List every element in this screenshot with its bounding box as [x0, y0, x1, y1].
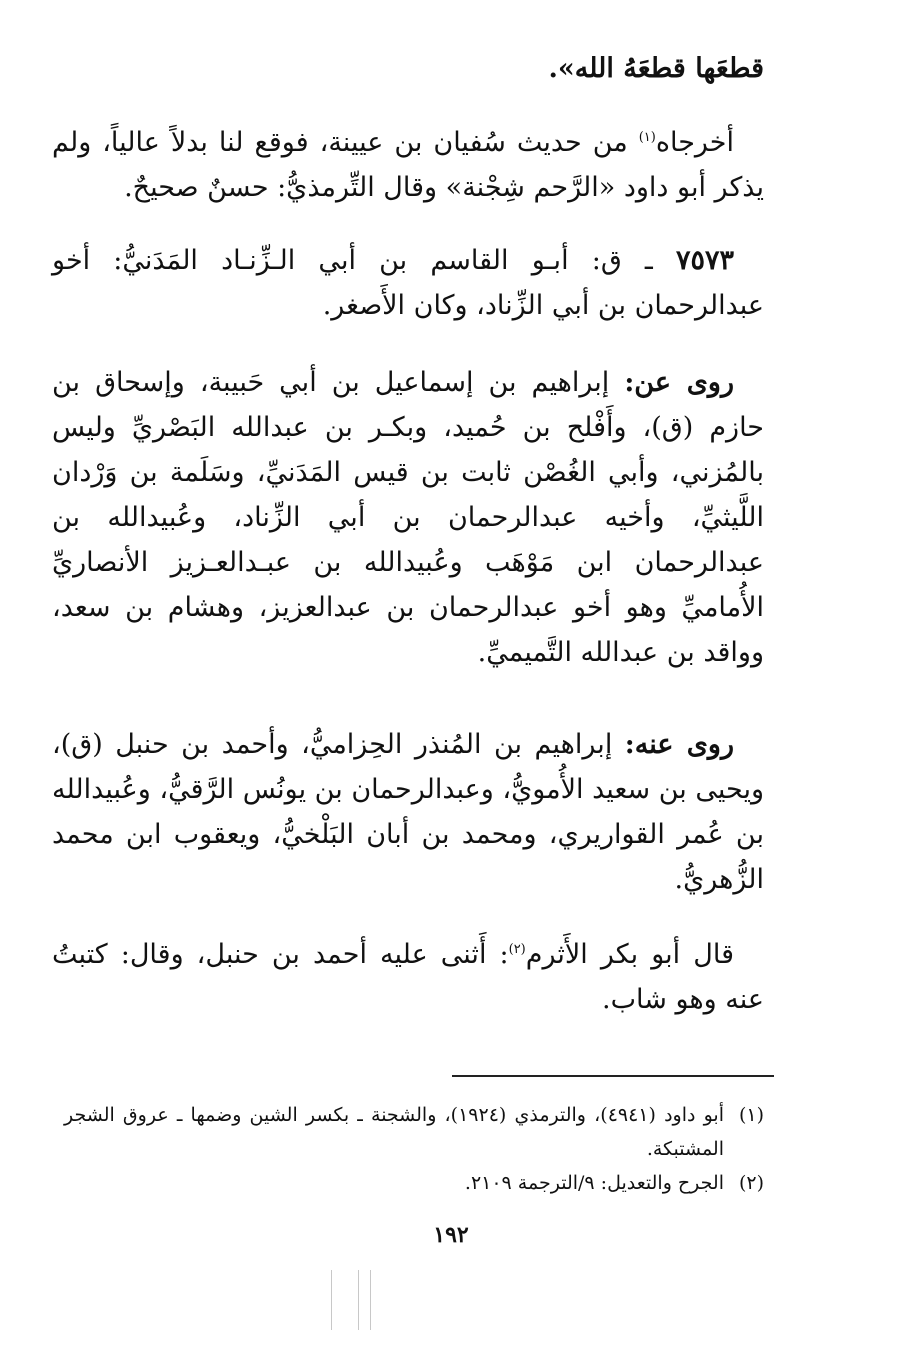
narrated-from-paragraph [52, 360, 764, 675]
quote-rest: : أَثنى عليه أحمد بن حنبل، وقال: كتبتُ عنه وهو شاب. [52, 939, 764, 1015]
paragraph1-lead: أخرجاه [655, 127, 734, 158]
quote-lead: قال أبو بكر الأَثرم [525, 939, 734, 970]
footnote-separator [452, 1075, 774, 1077]
entry-number: ٧٥٧٣ [675, 245, 734, 276]
intro-line-text: قطعَها قطعَهُ الله». [548, 53, 764, 84]
footnote-ref-1[interactable]: (١) [638, 130, 656, 145]
entry-text: ـ ق: أبـو القاسم بن أبي الـزِّنـاد المَدَنيُّ: أخو عبدالرحمان بن أبي الزِّناد، وكان الأَصغر. [52, 245, 764, 321]
narrated-by-text: إبراهيم بن المُنذر الحِزاميُّ، وأحمد بن حنبل (ق)، ويحيى بن سعيد الأُمويُّ، وعبدالرحمان بن يونُس الرَّقيُّ، وعُبيدالله بن عُمر القواريري، ومحمد بن أبان البَلْخيُّ، ويعقوب ابن محمد الزُّهريُّ. [52, 729, 764, 895]
page-number: ١٩٢ [433, 1222, 469, 1248]
footnote-2 [64, 1166, 764, 1200]
hadith-source-paragraph [52, 120, 764, 210]
paragraph1-rest: من حديث سُفيان بن عيينة، فوقع لنا بدلاً عالياً، ولم يذكر أبو داود «الرَّحم شِجْنة» وقال التِّرمذيُّ: حسنٌ صحيحٌ. [52, 127, 764, 203]
scan-artifact-line [331, 1270, 332, 1330]
footnotes [64, 1098, 764, 1200]
footnote-ref-2[interactable]: (٢) [508, 942, 526, 957]
footnote-1 [64, 1098, 764, 1166]
footnote-text: الجرح والتعديل: ٩/الترجمة ٢١٠٩. [464, 1172, 724, 1194]
footnote-number: (١) [738, 1104, 764, 1126]
intro-line [52, 46, 764, 91]
athram-quote-paragraph [52, 932, 764, 1022]
scan-artifact-line [370, 1270, 371, 1330]
narrated-by-label: روى عنه: [624, 729, 734, 760]
footnote-number: (٢) [738, 1172, 764, 1194]
scan-artifact-line [358, 1270, 359, 1330]
narrated-from-label: روى عن: [624, 367, 734, 398]
footnote-text: أبو داود (٤٩٤١)، والترمذي (١٩٢٤)، والشجنة ـ بكسر الشين وضمها ـ عروق الشجر المشتبكة. [64, 1104, 724, 1160]
biography-entry-heading [52, 238, 764, 328]
narrated-from-text: إبراهيم بن إسماعيل بن أبي حَبيبة، وإسحاق بن حازم (ق)، وأَفْلح بن حُميد، وبكـر بن عبدالله البَصْريِّ وليس بالمُزني، وأبي الغُصْن ثابت بن قيس المَدَنيِّ، وسَلَمة بن وَرْدان اللَّيثيِّ، وأخيه عبدالرحمان بن أبي الزِّناد، وعُبيدالله بن عبدالرحمان ابن مَوْهَب وعُبيدالله بن عبـدالعـزيز الأنصاريِّ الأُماميِّ وهو أخو عبدالرحمان بن عبدالعزيز، وهشام بن سعد، وواقد بن عبدالله التَّميميِّ. [52, 367, 764, 668]
narrated-by-paragraph [52, 722, 764, 902]
